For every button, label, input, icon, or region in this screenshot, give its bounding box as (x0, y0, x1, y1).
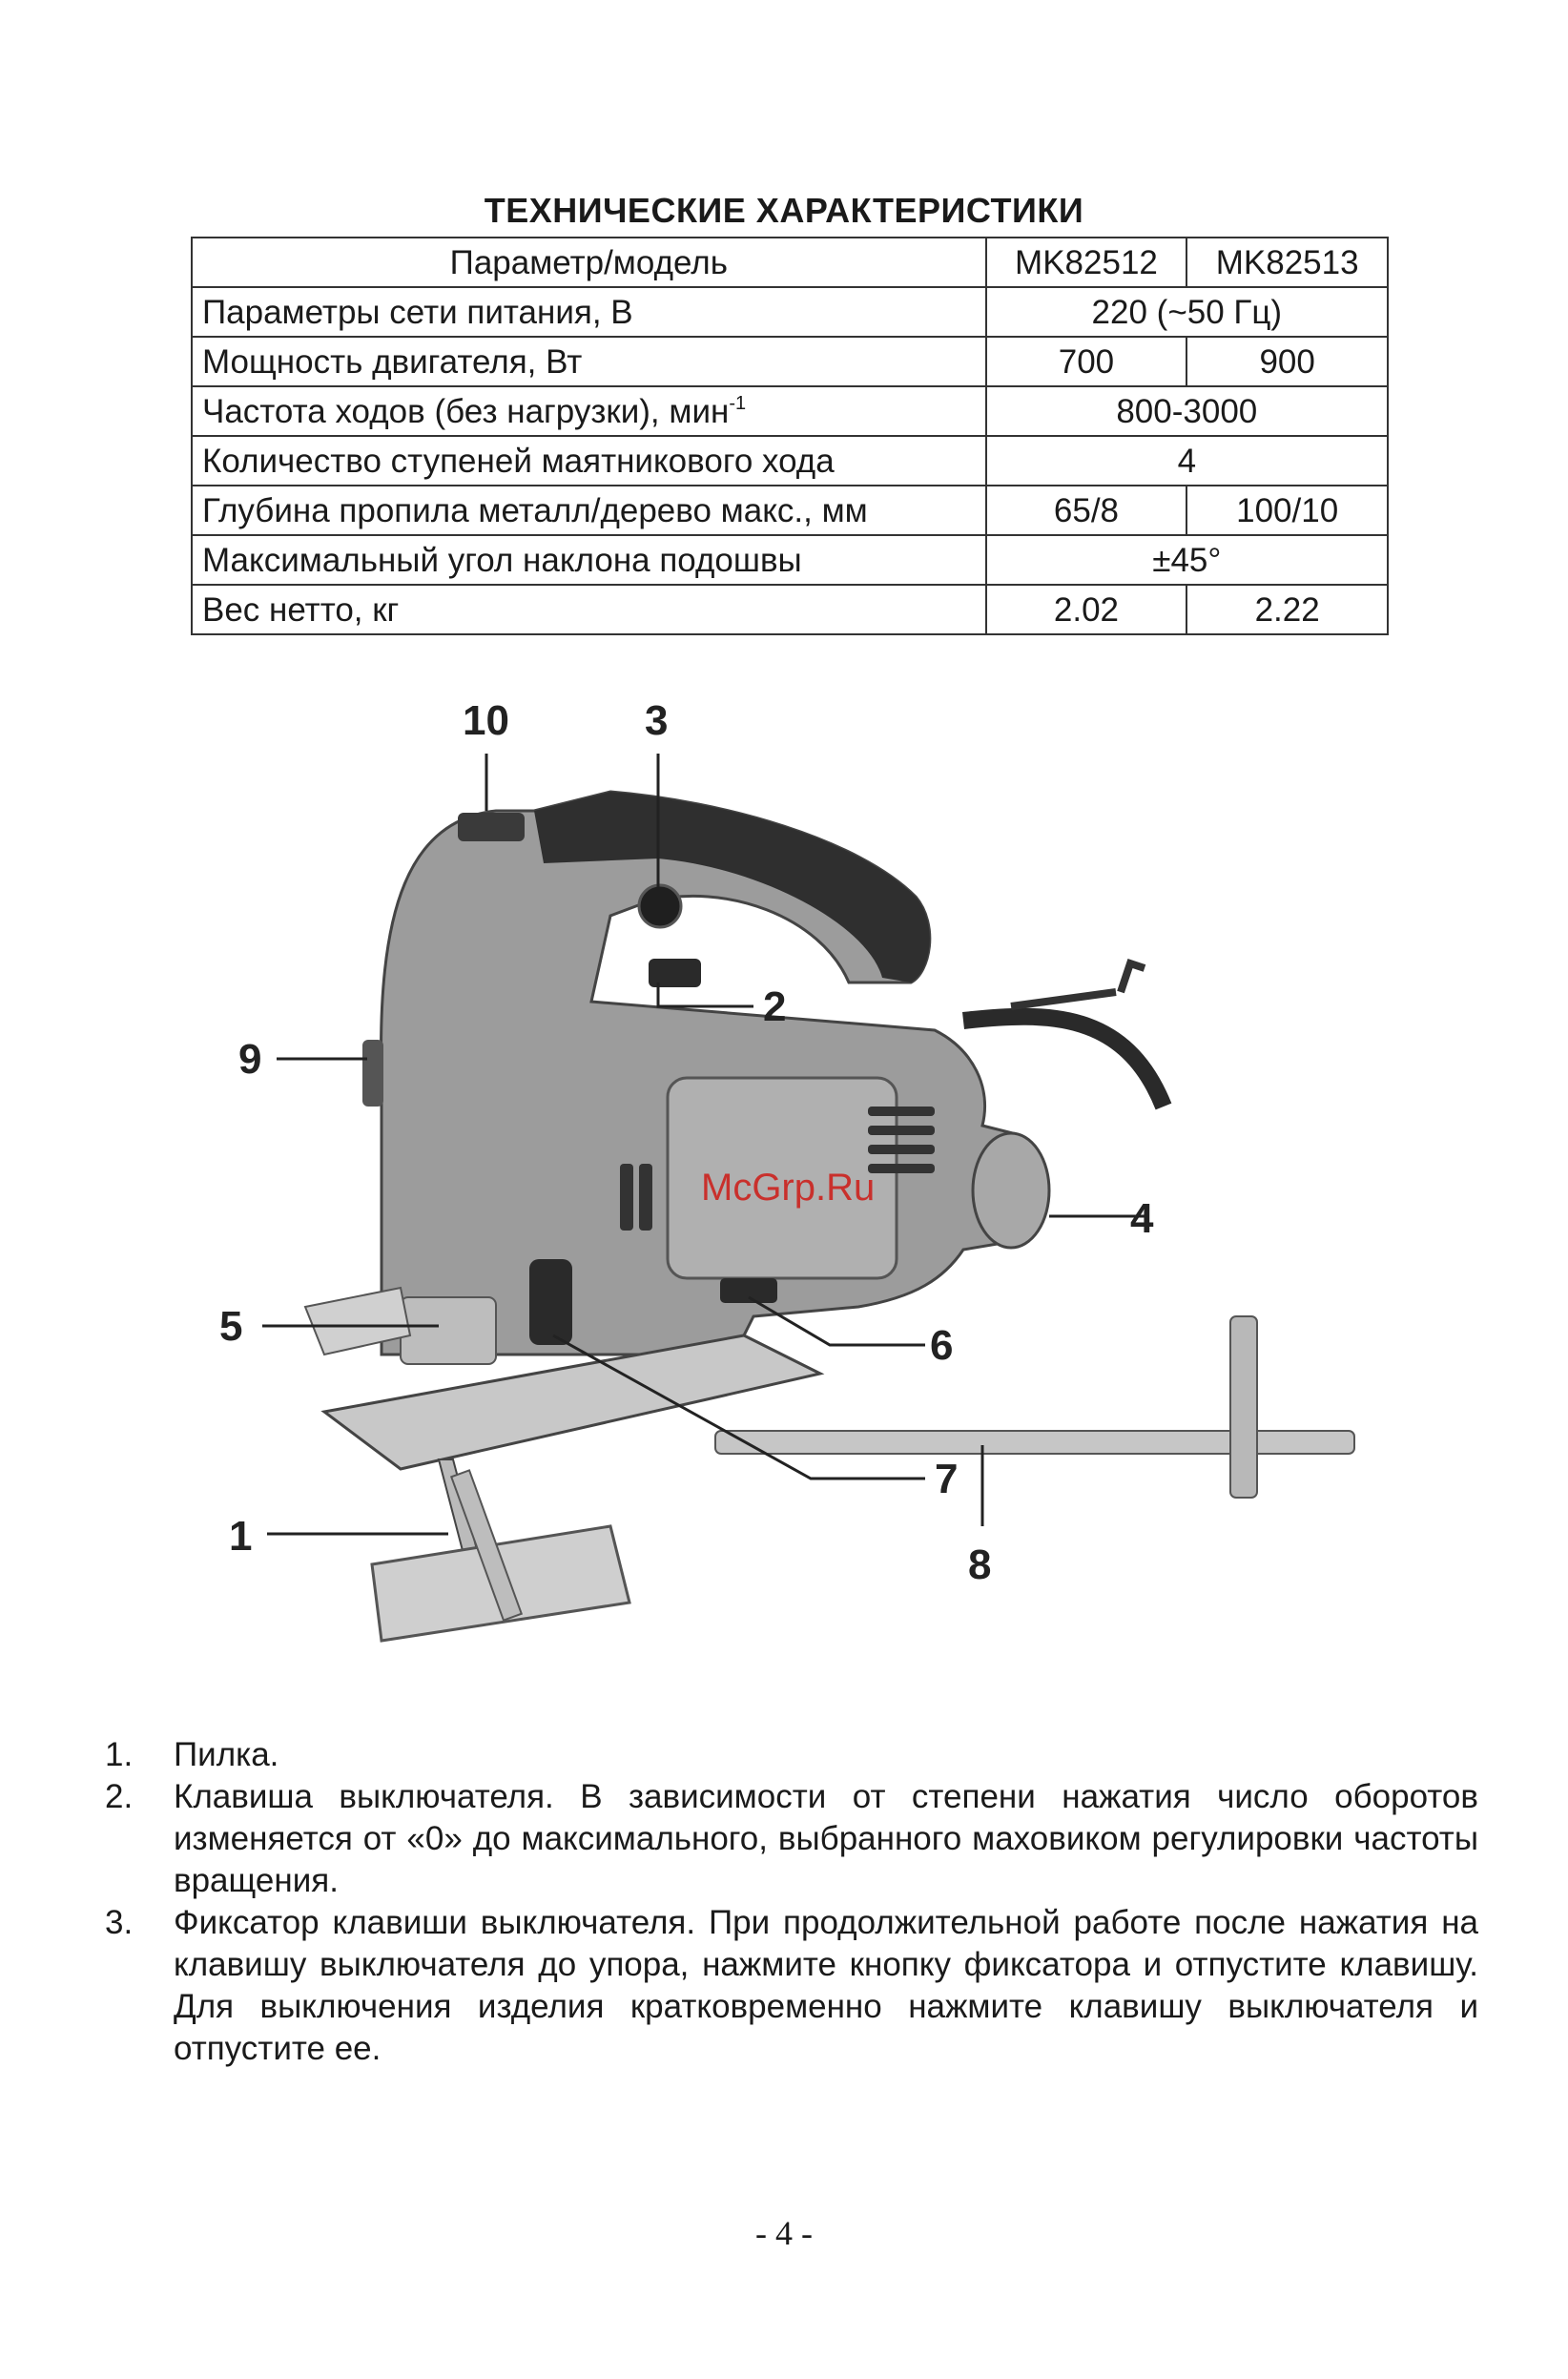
table-row (192, 535, 1388, 585)
row-label: Глубина пропила металл/дерево макс., мм (192, 486, 986, 535)
list-item (105, 1776, 1478, 1902)
row-value: 220 (~50 Гц) (986, 287, 1388, 337)
callout-8: 8 (968, 1541, 992, 1588)
row-value: 800-3000 (986, 386, 1388, 436)
jigsaw-diagram (0, 668, 1568, 1717)
list-item-number: 1. (105, 1736, 134, 1773)
page-number: - 4 - (755, 2214, 813, 2252)
callout-1: 1 (229, 1513, 253, 1560)
dust-port (973, 1133, 1049, 1248)
table-row (192, 287, 1388, 337)
trigger-switch (649, 959, 701, 987)
row-value-1: 700 (986, 337, 1187, 386)
callout-9: 9 (238, 1036, 262, 1083)
page-title: ТЕХНИЧЕСКИЕ ХАРАКТЕРИСТИКИ (484, 191, 1084, 230)
parts-list (105, 1734, 1478, 2070)
table-row (192, 337, 1388, 386)
list-item-number: 3. (105, 1904, 134, 1941)
table-row (192, 386, 1388, 436)
list-item (105, 1902, 1478, 2070)
row-label: Вес нетто, кг (192, 585, 986, 634)
callout-4: 4 (1130, 1195, 1154, 1242)
row-value-2: 2.22 (1186, 585, 1388, 634)
front-guard (362, 1040, 383, 1107)
hex-key (1011, 963, 1145, 1006)
row-label-text: Частота ходов (без нагрузки), мин (202, 393, 730, 430)
callout-6: 6 (930, 1322, 954, 1369)
lock-button (639, 885, 681, 927)
list-item (105, 1734, 1478, 1776)
list-item-text: Пилка. (174, 1736, 279, 1773)
rip-fence-bar (715, 1431, 1354, 1454)
table-header-row (192, 238, 1388, 287)
pendulum-lever (720, 1278, 777, 1303)
list-item-number: 2. (105, 1778, 134, 1815)
table-row (192, 486, 1388, 535)
table-row (192, 585, 1388, 634)
row-value-1: 2.02 (986, 585, 1187, 634)
row-value-1: 65/8 (986, 486, 1187, 535)
callout-5: 5 (219, 1303, 243, 1350)
row-value-2: 900 (1186, 337, 1388, 386)
row-label: Количество ступеней маятникового хода (192, 436, 986, 486)
table-row (192, 436, 1388, 486)
list-item-text: Клавиша выключателя. В зависимости от степени нажатия число оборотов изменяется от «0» до максимального, выбранного маховиком регулировки частоты вращения. (174, 1778, 1478, 1899)
blade-clamp (401, 1297, 496, 1364)
row-label: Максимальный угол наклона подошвы (192, 535, 986, 585)
power-cord (963, 1017, 1164, 1107)
row-label: Параметры сети питания, В (192, 287, 986, 337)
header-model-2: MK82513 (1186, 238, 1388, 287)
callout-7: 7 (935, 1456, 959, 1502)
header-param: Параметр/модель (192, 238, 986, 287)
callout-2: 2 (763, 983, 787, 1030)
header-model-1: MK82512 (986, 238, 1187, 287)
callout-3: 3 (645, 697, 669, 744)
row-value: 4 (986, 436, 1388, 486)
top-cap (458, 813, 525, 841)
row-label: Мощность двигателя, Вт (192, 337, 986, 386)
watermark-text: McGrp.Ru (701, 1167, 876, 1209)
callout-10: 10 (463, 697, 509, 744)
row-label-sup: -1 (729, 393, 747, 414)
row-label (192, 386, 986, 436)
row-value: ±45° (986, 535, 1388, 585)
specs-table (191, 237, 1389, 635)
speed-dial (529, 1259, 572, 1345)
row-value-2: 100/10 (1186, 486, 1388, 535)
list-item-text: Фиксатор клавиши выключателя. При продолжительной работе после нажатия на клавишу выключателя до упора, нажмите кнопку фиксатора и отпустите клавишу. Для выключения изделия кратковременно нажмите клавишу выключателя и отпустите ее. (174, 1904, 1478, 2067)
rip-fence-foot (1230, 1316, 1257, 1498)
